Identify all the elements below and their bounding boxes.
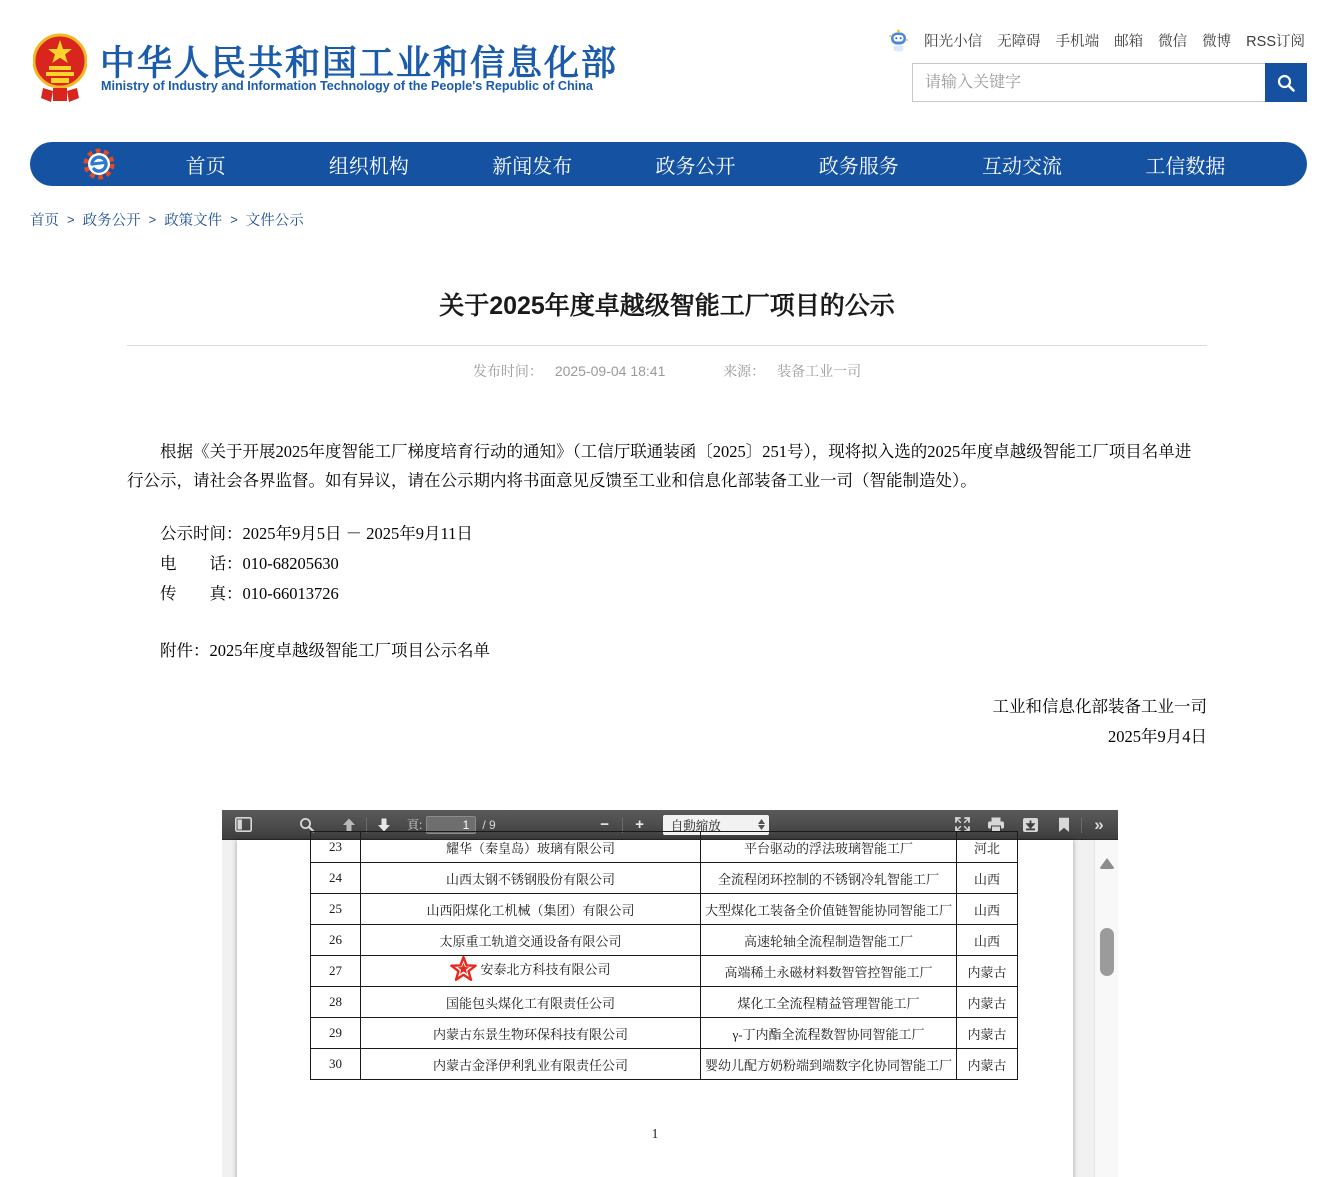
title-divider — [127, 345, 1207, 346]
download-button[interactable] — [1017, 813, 1043, 837]
row-number-cell: 26 — [311, 925, 361, 956]
row-number-cell: 30 — [311, 1049, 361, 1080]
site-title: 中华人民共和国工业和信息化部 — [100, 44, 619, 83]
nav-item-news[interactable]: 新闻发布 — [492, 155, 573, 178]
breadcrumb-separator: > — [148, 212, 157, 227]
project-cell: 煤化工全流程精益管理智能工厂 — [701, 987, 957, 1018]
breadcrumb-policy-files[interactable]: 政策文件 — [164, 213, 223, 229]
page-title: 关于2025年度卓越级智能工厂项目的公示 — [439, 292, 895, 320]
table-row — [311, 863, 1018, 894]
province-cell: 河北 — [957, 832, 1018, 863]
project-cell: 高端稀土永磁材料数智管控智能工厂 — [701, 956, 957, 987]
zoom-in-button[interactable]: + — [635, 816, 645, 833]
breadcrumb-home[interactable]: 首页 — [30, 213, 59, 229]
province-cell: 山西 — [957, 894, 1018, 925]
signature-block — [127, 692, 1207, 752]
table-row — [311, 894, 1018, 925]
nav-item-home[interactable]: 首页 — [185, 155, 226, 178]
select-spinner-icon — [758, 819, 765, 830]
nav-item-organization[interactable]: 组织机构 — [328, 155, 409, 178]
link-sunshine-xiaoxin[interactable]: 阳光小信 — [924, 34, 983, 50]
search-input[interactable] — [913, 64, 1265, 101]
company-cell: 内蒙古东景生物环保科技有限公司 — [361, 1018, 701, 1049]
breadcrumb-separator: > — [230, 212, 238, 227]
row-number-cell: 23 — [311, 832, 361, 863]
row-number-cell: 28 — [311, 987, 361, 1018]
site-subtitle: Ministry of Industry and Information Technology of the People's Republic of China — [101, 79, 593, 93]
red-star-icon — [450, 956, 477, 986]
company-cell: 太原重工轨道交通设备有限公司 — [361, 925, 701, 956]
pdf-page — [237, 840, 1073, 1177]
publicity-list-table — [310, 831, 1018, 1080]
row-number-cell: 25 — [311, 894, 361, 925]
link-rss[interactable]: RSS订阅 — [1246, 34, 1305, 50]
table-row — [311, 1018, 1018, 1049]
toolbar-divider — [1081, 817, 1082, 833]
row-number-cell: 24 — [311, 863, 361, 894]
scroll-up-arrow-icon[interactable] — [1099, 858, 1115, 869]
search-icon — [1276, 73, 1296, 93]
scrollbar-thumb[interactable] — [1100, 928, 1114, 976]
pdf-page-number: 1 — [651, 1126, 659, 1141]
robot-mascot-icon — [888, 28, 909, 53]
link-wechat[interactable]: 微信 — [1158, 34, 1188, 50]
company-cell: 安泰北方科技有限公司 — [361, 956, 701, 987]
source-value: 装备工业一司 — [777, 363, 862, 379]
project-cell: 平台驱动的浮法玻璃智能工厂 — [701, 832, 957, 863]
province-cell: 内蒙古 — [957, 1049, 1018, 1080]
zoom-out-button[interactable]: − — [600, 816, 610, 833]
row-number-cell: 29 — [311, 1018, 361, 1049]
link-mobile[interactable]: 手机端 — [1055, 34, 1100, 50]
pdf-scrollbar[interactable] — [1094, 840, 1118, 1177]
more-tools-button[interactable]: » — [1094, 814, 1104, 834]
company-cell: 内蒙古金泽伊利乳业有限责任公司 — [361, 1049, 701, 1080]
province-cell: 山西 — [957, 925, 1018, 956]
utility-links — [888, 28, 1305, 53]
notice-period-line: 公示时间：2025年9月5日 － 2025年9月11日 — [160, 524, 473, 543]
article — [127, 276, 1207, 752]
signer-name: 工业和信息化部装备工业一司 — [992, 697, 1207, 716]
pdf-viewer — [222, 810, 1118, 1177]
province-cell: 内蒙古 — [957, 987, 1018, 1018]
company-cell: 山西太钢不锈钢股份有限公司 — [361, 863, 701, 894]
breadcrumb-separator: > — [67, 212, 75, 227]
nav-item-interaction[interactable]: 互动交流 — [982, 155, 1063, 178]
province-cell: 内蒙古 — [957, 956, 1018, 987]
province-cell: 内蒙古 — [957, 1018, 1018, 1049]
zoom-select-value: 自動縮放 — [670, 818, 721, 833]
breadcrumb — [30, 209, 304, 230]
nav-item-gov-services[interactable]: 政务服务 — [818, 155, 899, 178]
miit-gear-icon — [82, 147, 116, 181]
page-count: / 9 — [482, 817, 496, 832]
article-paragraph: 根据《关于开展2025年度智能工厂梯度培育行动的通知》（工信厅联通装函〔2025〕251号），现将拟入选的2025年度卓越级智能工厂项目名单进行公示，请社会各界监督。如有异议，请在公示期内将书面意见反馈至工业和信息化部装备工业一司（智能制造处）。 — [127, 442, 1192, 490]
national-emblem-logo — [33, 28, 87, 113]
province-cell: 山西 — [957, 863, 1018, 894]
site-header — [0, 0, 1333, 130]
sign-date: 2025年9月4日 — [1108, 727, 1207, 746]
pdf-body — [222, 840, 1118, 1177]
link-accessibility[interactable]: 无障碍 — [997, 34, 1041, 50]
attachment-line: 附件：2025年度卓越级智能工厂项目公示名单 — [160, 641, 490, 660]
table-row — [311, 1049, 1018, 1080]
sidebar-toggle-button[interactable] — [230, 813, 256, 837]
company-cell: 耀华（秦皇岛）玻璃有限公司 — [361, 832, 701, 863]
phone-line: 电 话：010-68205630 — [160, 554, 339, 573]
site-search — [912, 63, 1307, 102]
company-cell: 山西阳煤化工机械（集团）有限公司 — [361, 894, 701, 925]
breadcrumb-file-publicity[interactable]: 文件公示 — [245, 213, 304, 229]
row-number-cell: 27 — [311, 956, 361, 987]
source-label: 来源： — [723, 363, 766, 379]
nav-item-gov-disclosure[interactable]: 政务公开 — [655, 155, 736, 178]
breadcrumb-gov-disclosure[interactable]: 政务公开 — [82, 213, 141, 229]
link-mailbox[interactable]: 邮箱 — [1114, 34, 1144, 50]
table-row-highlighted — [311, 956, 1018, 987]
publish-time-label: 发布时间： — [472, 363, 543, 379]
bookmark-current-view-button[interactable] — [1051, 813, 1077, 837]
project-cell: γ-丁内酯全流程数智协同智能工厂 — [701, 1018, 957, 1049]
search-button[interactable] — [1265, 63, 1307, 102]
table-row — [311, 925, 1018, 956]
project-cell: 婴幼儿配方奶粉端到端数字化协同智能工厂 — [701, 1049, 957, 1080]
table-row — [311, 987, 1018, 1018]
contact-block — [127, 519, 1207, 609]
link-weibo[interactable]: 微博 — [1202, 34, 1232, 50]
project-cell: 大型煤化工装备全价值链智能协同智能工厂 — [701, 894, 957, 925]
project-cell: 高速轮轴全流程制造智能工厂 — [701, 925, 957, 956]
company-cell: 国能包头煤化工有限责任公司 — [361, 987, 701, 1018]
page-label: 頁: — [407, 818, 423, 832]
publish-time-value: 2025-09-04 18:41 — [554, 363, 666, 379]
nav-item-miit-data[interactable]: 工信数据 — [1145, 155, 1226, 178]
fax-line: 传 真：010-66013726 — [160, 584, 339, 603]
article-meta — [127, 361, 1207, 381]
table-row — [311, 832, 1018, 863]
article-body — [127, 437, 1207, 752]
main-nav — [30, 142, 1307, 186]
project-cell: 全流程闭环控制的不锈钢冷轧智能工厂 — [701, 863, 957, 894]
